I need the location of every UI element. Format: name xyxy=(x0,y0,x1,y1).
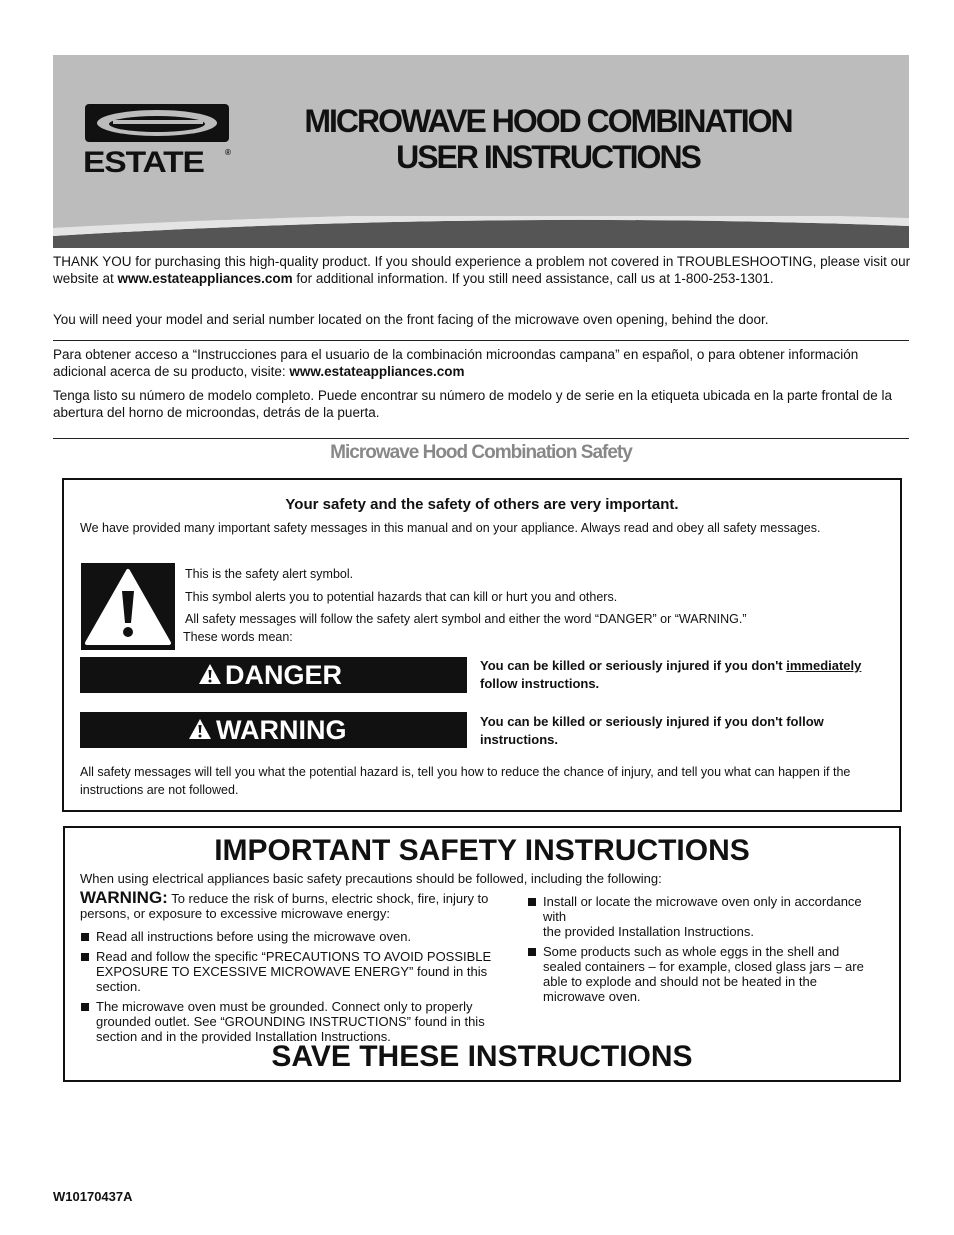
warning-statement-text: To reduce the risk of burns, electric shock, fire, injury to persons, or exposure to excessive microwave energy: xyxy=(80,891,489,921)
warning-text: You can be killed or seriously injured if you don't follow instructions. xyxy=(480,714,824,747)
danger-text xyxy=(480,657,900,693)
danger-text-b: follow instructions. xyxy=(480,676,600,691)
important-safety-box xyxy=(63,826,901,1082)
instructions-intro: When using electrical appliances basic safety precautions should be followed, including the following: xyxy=(80,871,662,886)
right-bullet-list xyxy=(527,894,867,1009)
divider xyxy=(53,340,909,341)
title-line-2: USER INSTRUCTIONS xyxy=(396,139,700,175)
alert-line-3: All safety messages will follow the safety alert symbol and either the word “DANGER” or “WARNING.” xyxy=(185,612,747,626)
important-safety-title: IMPORTANT SAFETY INSTRUCTIONS xyxy=(214,834,750,867)
list-item: Read all instructions before using the microwave oven. xyxy=(80,929,500,944)
list-item: Some products such as whole eggs in the shell and sealed containers – for example, closed glass jars – are able to explode and should not be heated in the microwave oven. xyxy=(527,944,867,1004)
warning-label: WARNING: xyxy=(80,888,168,907)
warning-statement xyxy=(80,890,500,921)
warning-alert-icon xyxy=(188,718,212,740)
spanish-text-a: Para obtener acceso a “Instrucciones para el usuario de la combinación microondas campana” en español, o para obtener información adicional acerca de su producto, visite: xyxy=(53,347,859,379)
right-bullet-1-a: Install or locate the microwave oven only in accordance with xyxy=(543,894,862,924)
danger-signal xyxy=(80,657,467,693)
warning-signal xyxy=(80,712,467,748)
title-line-1: MICROWAVE HOOD COMBINATION xyxy=(304,103,792,139)
header-banner xyxy=(53,55,909,220)
section-title: Microwave Hood Combination Safety xyxy=(330,442,632,463)
document-code: W10170437A xyxy=(53,1189,133,1204)
spanish-website-link[interactable]: www.estateappliances.com xyxy=(289,364,465,379)
danger-text-emphasis: immediately xyxy=(786,658,862,673)
alert-line-2: This symbol alerts you to potential hazards that can kill or hurt you and others. xyxy=(185,590,618,604)
alert-line-1: This is the safety alert symbol. xyxy=(185,567,354,581)
spanish-paragraph-2: Tenga listo su número de modelo completo. Puede encontrar su número de modelo y de serie en la etiqueta ubicada en la parte frontal de la abertura del horno de microondas, detrás de la puerta. xyxy=(53,388,893,420)
list-item: The microwave oven must be grounded. Connect only to properly grounded outlet. See “GROUNDING INSTRUCTIONS” found in this section and in the provided Installation Instructions. xyxy=(80,999,500,1044)
danger-text-a: You can be killed or seriously injured if you don't xyxy=(480,658,787,673)
intro-text-a: THANK YOU for purchasing this high-quality product. If you should experience a problem not covered in TROUBLESHOOTING, please visit our website at xyxy=(53,254,911,286)
divider xyxy=(53,438,909,439)
list-item xyxy=(527,894,867,939)
safety-alert-icon xyxy=(81,563,175,650)
danger-alert-icon xyxy=(198,663,222,685)
website-link[interactable]: www.estateappliances.com xyxy=(117,271,293,286)
safety-box xyxy=(62,478,902,812)
header-swoosh xyxy=(53,216,909,248)
warning-word: WARNING xyxy=(216,715,347,745)
spanish-paragraph-1 xyxy=(53,346,913,380)
right-bullet-1-b: the provided Installation Instructions. xyxy=(543,924,755,939)
page-title xyxy=(253,103,843,175)
danger-word: DANGER xyxy=(225,660,343,690)
logo-registered-mark: ® xyxy=(225,148,231,157)
left-bullet-list xyxy=(80,929,500,1049)
save-instructions-heading: SAVE THESE INSTRUCTIONS xyxy=(271,1040,693,1073)
intro-paragraph-2: You will need your model and serial number located on the front facing of the microwave oven opening, behind the door. xyxy=(53,312,769,327)
safety-footer: All safety messages will tell you what the potential hazard is, tell you how to reduce the chance of injury, and tell you what can happen if the instructions are not followed. xyxy=(80,765,851,797)
logo-wordmark: ESTATE xyxy=(83,146,204,179)
safety-intro: We have provided many important safety messages in this manual and on your appliance. Always read and obey all safety messages. xyxy=(80,521,821,535)
intro-paragraph-1 xyxy=(53,253,913,287)
safety-heading: Your safety and the safety of others are very important. xyxy=(285,496,679,513)
alert-line-4: These words mean: xyxy=(183,630,293,644)
list-item: Read and follow the specific “PRECAUTIONS TO AVOID POSSIBLE EXPOSURE TO EXCESSIVE MICROWAVE ENERGY” found in this section. xyxy=(80,949,500,994)
intro-text-b: for additional information. If you still need assistance, call us at 1-800-253-1301. xyxy=(292,271,774,286)
